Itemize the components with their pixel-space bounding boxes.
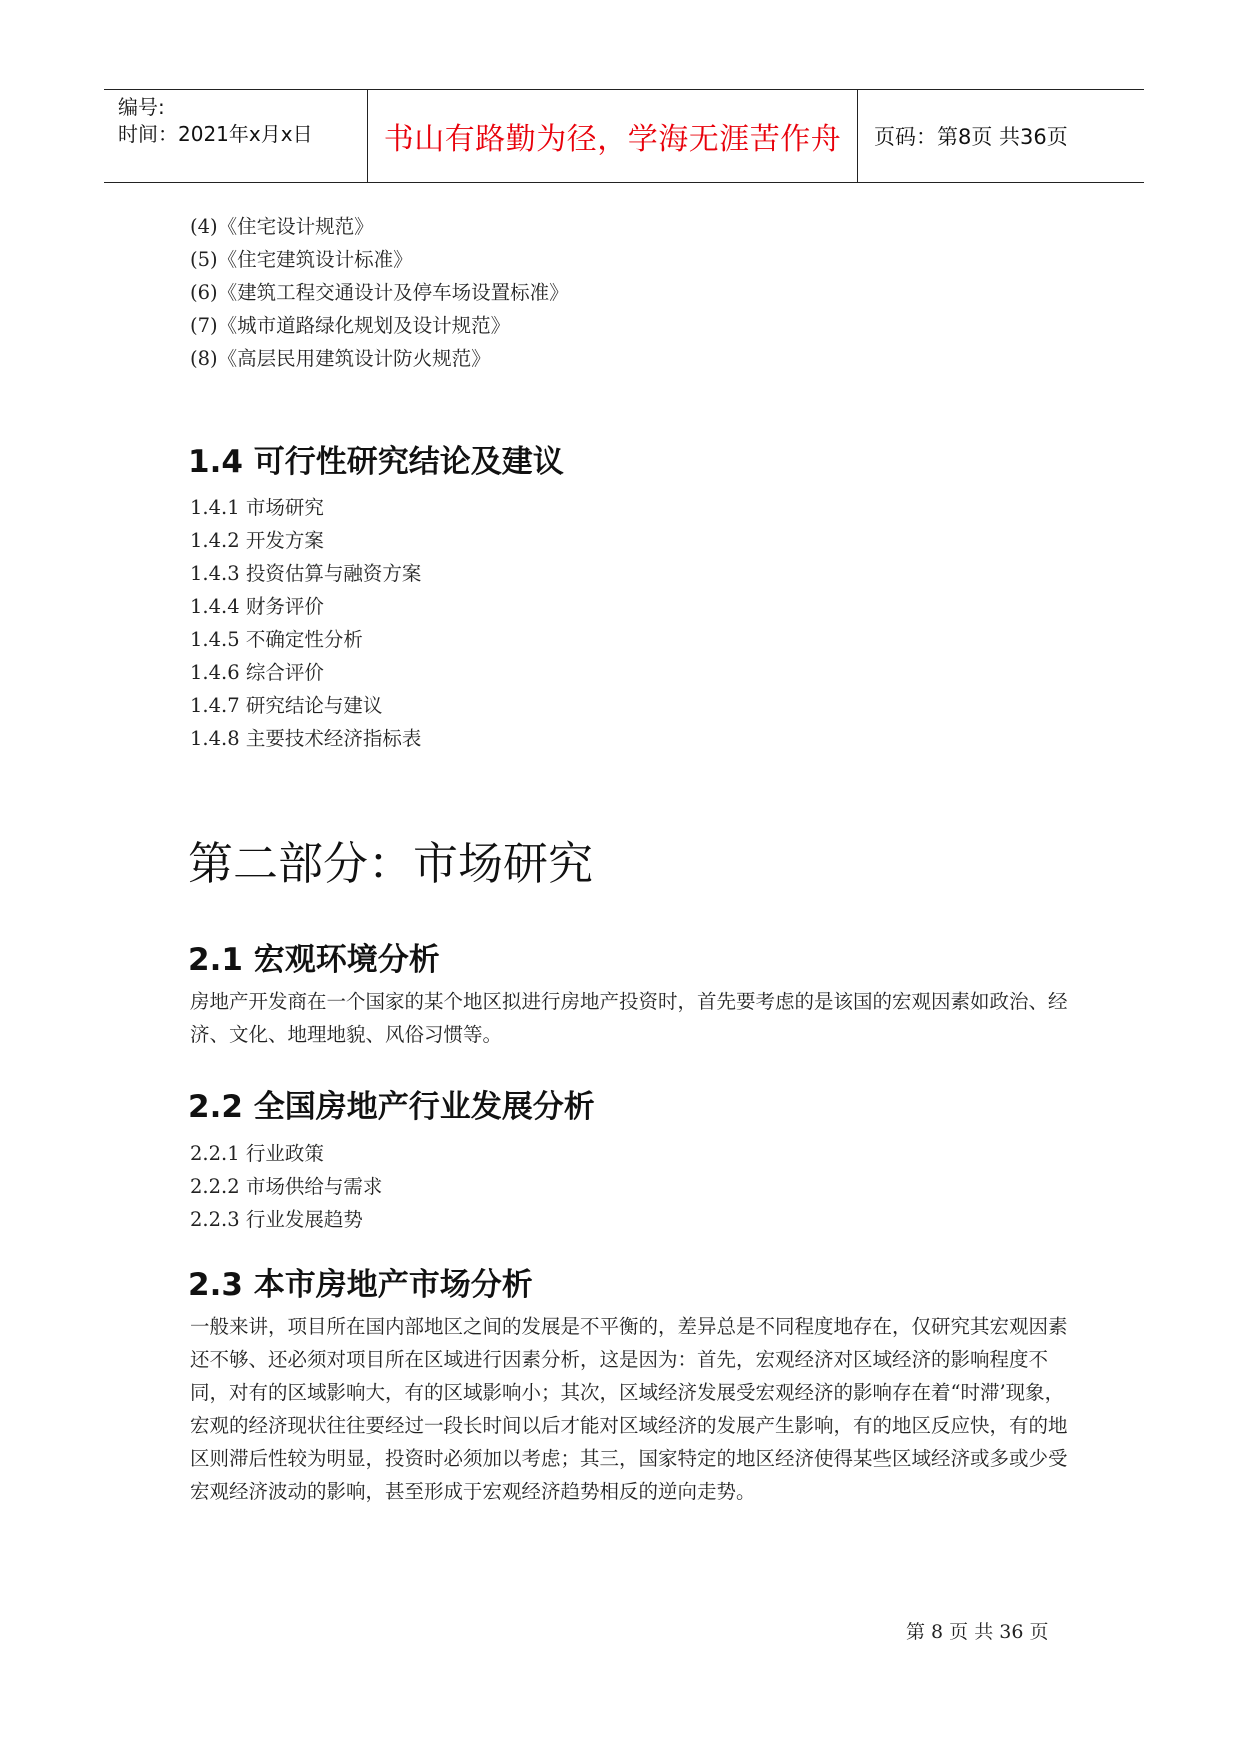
section-2-2-heading: 2.2 全国房地产行业发展分析 [188,1089,595,1125]
header-motto: 书山有路勤为径，学海无涯苦作舟 [368,90,858,182]
list-item: 1.4.7 研究结论与建议 [190,694,383,717]
part-two-heading: 第二部分：市场研究 [188,837,594,890]
section-2-3-body: 一般来讲，项目所在国内部地区之间的发展是不平衡的，差异总是不同程度地存在，仅研究其宏观因素还不够、还必须对项目所在区域进行因素分析，这是因为：首先，宏观经济对区域经济的影响程度不同，对有的区域影响大，有的区域影响小；其次，区域经济发展受宏观经济的影响存在着“时滞’现象，宏观的经济现状往往要经过一段长时间以后才能对区域经济的发展产生影响，有的地区反应快，有的地区则滞后性较为明显，投资时必须加以考虑；其三，国家特定的地区经济使得某些区域经济或多或少受宏观经济波动的影响，甚至形成于宏观经济趋势相反的逆向走势。 [190,1315,1068,1503]
standard-item: (7)《城市道路绿化规划及设计规范》 [190,314,511,337]
page-footer: 第 8 页 共 36 页 [906,1621,1049,1643]
section-1-4-heading: 1.4 可行性研究结论及建议 [188,444,564,480]
list-item: 1.4.6 综合评价 [190,661,324,684]
standard-item: (8)《高层民用建筑设计防火规范》 [190,347,491,370]
list-item: 2.2.2 市场供给与需求 [190,1175,383,1198]
list-item: 1.4.8 主要技术经济指标表 [190,727,422,750]
standard-item: (6)《建筑工程交通设计及停车场设置标准》 [190,281,569,304]
section-2-1-heading: 2.1 宏观环境分析 [188,942,440,978]
time-label: 时间：2021年x月x日 [118,122,313,146]
section-2-1-body: 房地产开发商在一个国家的某个地区拟进行房地产投资时，首先要考虑的是该国的宏观因素如政治、经济、文化、地理地貌、风俗习惯等。 [190,990,1068,1046]
list-item: 1.4.1 市场研究 [190,496,324,519]
list-item: 2.2.1 行业政策 [190,1142,324,1165]
header-page-info: 页码：第8页 共36页 [874,125,1068,149]
section-2-3-heading: 2.3 本市房地产市场分析 [188,1267,533,1303]
list-item: 2.2.3 行业发展趋势 [190,1208,363,1231]
list-item: 1.4.2 开发方案 [190,529,324,552]
list-item: 1.4.4 财务评价 [190,595,324,618]
standard-item: (5)《住宅建筑设计标准》 [190,248,413,271]
header-meta [104,90,368,182]
standard-item: (4)《住宅设计规范》 [190,215,374,238]
page-header [104,89,1144,183]
list-item: 1.4.3 投资估算与融资方案 [190,562,422,585]
number-label: 编号: [118,95,165,119]
list-item: 1.4.5 不确定性分析 [190,628,363,651]
